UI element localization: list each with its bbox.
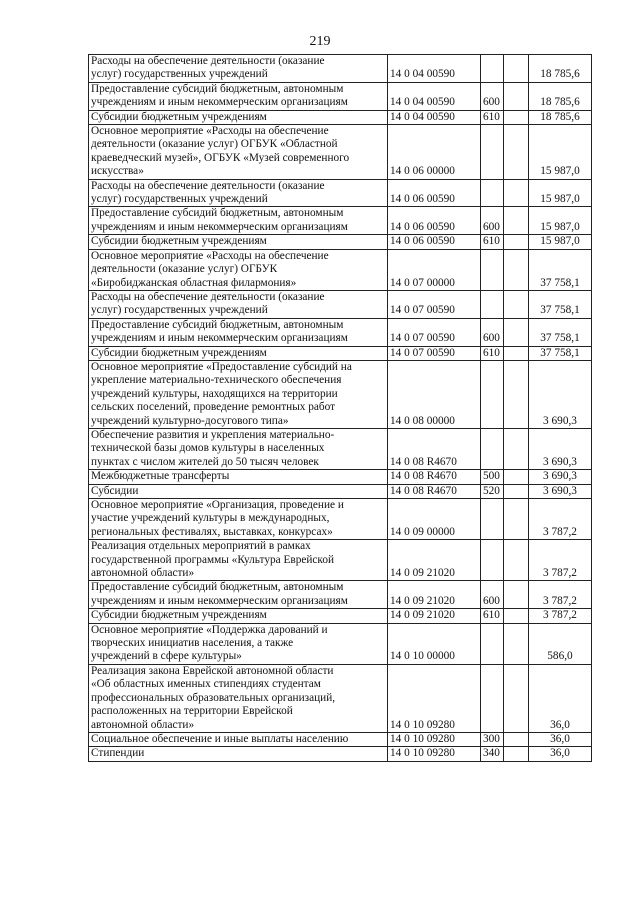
- row-name-cell: [89, 732, 388, 746]
- row-empty-cell: [504, 346, 529, 360]
- row-name: Основное мероприятие «Организация, проведение и участие учреждений культуры в международных, региональных фестивалях, выставках, конкурсах»: [91, 499, 344, 538]
- row-name: Субсидии: [91, 484, 139, 497]
- row-code: 14 0 07 00000: [388, 249, 481, 290]
- row-empty-cell: [504, 747, 529, 761]
- row-expense-type: 610: [481, 235, 504, 249]
- row-empty-cell: [504, 249, 529, 290]
- row-expense-type: 610: [481, 110, 504, 124]
- row-expense-type: 610: [481, 609, 504, 623]
- row-code: 14 0 07 00590: [388, 318, 481, 346]
- row-code: 14 0 10 09280: [388, 732, 481, 746]
- row-expense-type: 340: [481, 747, 504, 761]
- row-empty-cell: [504, 360, 529, 428]
- row-code: 14 0 10 09280: [388, 664, 481, 732]
- table-row: [89, 360, 592, 428]
- budget-table: [88, 54, 592, 762]
- row-name-cell: [89, 484, 388, 498]
- row-amount: 15 987,0: [529, 179, 592, 207]
- table-row: [89, 747, 592, 761]
- row-name-cell: [89, 110, 388, 124]
- table-row: [89, 346, 592, 360]
- row-empty-cell: [504, 484, 529, 498]
- row-code: 14 0 08 R4670: [388, 470, 481, 484]
- row-name: Социальное обеспечение и иные выплаты населению: [91, 732, 349, 745]
- row-amount: 37 758,1: [529, 318, 592, 346]
- row-code: 14 0 04 00590: [388, 55, 481, 83]
- row-name-cell: [89, 581, 388, 609]
- page-number: 219: [309, 34, 331, 49]
- row-code: 14 0 04 00590: [388, 110, 481, 124]
- table-row: [89, 428, 592, 469]
- row-amount: 3 787,2: [529, 499, 592, 540]
- table-row: [89, 249, 592, 290]
- row-empty-cell: [504, 82, 529, 110]
- row-expense-type: [481, 55, 504, 83]
- row-name-cell: [89, 499, 388, 540]
- row-name-cell: [89, 428, 388, 469]
- table-row: [89, 664, 592, 732]
- table-row: [89, 110, 592, 124]
- table-row: [89, 290, 592, 318]
- row-name-cell: [89, 360, 388, 428]
- row-empty-cell: [504, 623, 529, 664]
- row-name-cell: [89, 82, 388, 110]
- row-code: 14 0 09 21020: [388, 540, 481, 581]
- row-amount: 3 787,2: [529, 609, 592, 623]
- row-empty-cell: [504, 110, 529, 124]
- row-name: Основное мероприятие «Предоставление субсидий на укрепление материально-технического обеспечения учреждений культуры, находящихся на территории сельских поселений, проведение ремонтных работ учреждений культурно-досугового типа»: [91, 360, 352, 427]
- row-empty-cell: [504, 609, 529, 623]
- row-name-cell: [89, 664, 388, 732]
- table-row: [89, 82, 592, 110]
- row-name: Предоставление субсидий бюджетным, автономным учреждениям и иным некоммерческим организациям: [91, 581, 348, 607]
- row-code: 14 0 06 00590: [388, 235, 481, 249]
- row-expense-type: [481, 540, 504, 581]
- row-empty-cell: [504, 55, 529, 83]
- row-name-cell: [89, 55, 388, 83]
- row-name: Субсидии бюджетным учреждениям: [91, 235, 267, 248]
- row-code: 14 0 08 R4670: [388, 428, 481, 469]
- row-name: Основное мероприятие «Расходы на обеспечение деятельности (оказание услуг) ОГБУК «Областной краеведческий музей», ОГБУК «Музей современного искусства»: [91, 125, 350, 178]
- row-empty-cell: [504, 290, 529, 318]
- row-amount: 3 690,3: [529, 470, 592, 484]
- row-name: Реализация отдельных мероприятий в рамках государственной программы «Культура Еврейской автономной области»: [91, 540, 335, 580]
- row-amount: 37 758,1: [529, 249, 592, 290]
- row-name: Субсидии бюджетным учреждениям: [91, 609, 267, 622]
- row-name: Межбюджетные трансферты: [91, 470, 230, 483]
- row-name-cell: [89, 235, 388, 249]
- row-code: 14 0 07 00590: [388, 290, 481, 318]
- row-name: Основное мероприятие «Расходы на обеспечение деятельности (оказание услуг) ОГБУК «Биробиджанская областная филармония»: [91, 249, 329, 289]
- row-expense-type: 300: [481, 732, 504, 746]
- row-code: 14 0 09 00000: [388, 499, 481, 540]
- row-code: 14 0 09 21020: [388, 609, 481, 623]
- row-code: 14 0 08 R4670: [388, 484, 481, 498]
- row-expense-type: [481, 664, 504, 732]
- table-row: [89, 623, 592, 664]
- row-empty-cell: [504, 318, 529, 346]
- row-empty-cell: [504, 428, 529, 469]
- row-expense-type: 610: [481, 346, 504, 360]
- row-name: Предоставление субсидий бюджетным, автономным учреждениям и иным некоммерческим организациям: [91, 318, 348, 345]
- row-name: Расходы на обеспечение деятельности (оказание услуг) государственных учреждений: [91, 55, 325, 81]
- row-amount: 37 758,1: [529, 346, 592, 360]
- row-code: 14 0 04 00590: [388, 82, 481, 110]
- row-amount: 36,0: [529, 732, 592, 746]
- row-amount: 3 690,3: [529, 484, 592, 498]
- row-name-cell: [89, 290, 388, 318]
- row-amount: 3 787,2: [529, 540, 592, 581]
- row-name-cell: [89, 623, 388, 664]
- row-amount: 3 787,2: [529, 581, 592, 609]
- row-amount: 18 785,6: [529, 82, 592, 110]
- row-expense-type: [481, 623, 504, 664]
- row-empty-cell: [504, 179, 529, 207]
- row-name: Расходы на обеспечение деятельности (оказание услуг) государственных учреждений: [91, 290, 325, 317]
- table-row: [89, 125, 592, 180]
- row-amount: 3 690,3: [529, 428, 592, 469]
- row-empty-cell: [504, 581, 529, 609]
- row-code: 14 0 09 21020: [388, 581, 481, 609]
- row-name: Субсидии бюджетным учреждениям: [91, 346, 267, 359]
- row-name: Основное мероприятие «Поддержка дарований и творческих инициатив населения, а также учреждений в сфере культуры»: [91, 623, 328, 663]
- table-row: [89, 540, 592, 581]
- row-expense-type: [481, 499, 504, 540]
- row-amount: 37 758,1: [529, 290, 592, 318]
- row-name-cell: [89, 207, 388, 235]
- table-row: [89, 235, 592, 249]
- row-expense-type: [481, 125, 504, 180]
- row-amount: 36,0: [529, 664, 592, 732]
- row-amount: 15 987,0: [529, 125, 592, 180]
- row-amount: 15 987,0: [529, 235, 592, 249]
- row-name: Субсидии бюджетным учреждениям: [91, 110, 267, 123]
- table-row: [89, 318, 592, 346]
- row-empty-cell: [504, 125, 529, 180]
- row-name: Предоставление субсидий бюджетным, автономным учреждениям и иным некоммерческим организациям: [91, 82, 348, 109]
- row-name-cell: [89, 179, 388, 207]
- table-row: [89, 55, 592, 83]
- row-empty-cell: [504, 499, 529, 540]
- row-expense-type: 600: [481, 207, 504, 235]
- row-name-cell: [89, 609, 388, 623]
- row-name-cell: [89, 249, 388, 290]
- table-row: [89, 484, 592, 498]
- row-name-cell: [89, 747, 388, 761]
- row-code: 14 0 06 00590: [388, 207, 481, 235]
- row-name: Предоставление субсидий бюджетным, автономным учреждениям и иным некоммерческим организациям: [91, 207, 348, 233]
- table-row: [89, 732, 592, 746]
- row-expense-type: [481, 290, 504, 318]
- row-expense-type: 600: [481, 318, 504, 346]
- row-expense-type: 500: [481, 470, 504, 484]
- table-row: [89, 207, 592, 235]
- row-expense-type: 600: [481, 581, 504, 609]
- table-row: [89, 470, 592, 484]
- row-code: 14 0 10 00000: [388, 623, 481, 664]
- row-name: Стипендии: [91, 747, 145, 760]
- row-name-cell: [89, 470, 388, 484]
- row-name: Обеспечение развития и укрепления материально- технической базы домов культуры в населенных пунктах с числом жителей до 50 тысяч человек: [91, 428, 335, 468]
- row-amount: 3 690,3: [529, 360, 592, 428]
- row-expense-type: 520: [481, 484, 504, 498]
- table-row: [89, 179, 592, 207]
- row-expense-type: [481, 179, 504, 207]
- row-amount: 15 987,0: [529, 207, 592, 235]
- row-code: 14 0 07 00590: [388, 346, 481, 360]
- row-code: 14 0 06 00590: [388, 179, 481, 207]
- row-expense-type: [481, 249, 504, 290]
- row-amount: 18 785,6: [529, 110, 592, 124]
- row-empty-cell: [504, 540, 529, 581]
- row-name-cell: [89, 318, 388, 346]
- row-code: 14 0 10 09280: [388, 747, 481, 761]
- row-expense-type: 600: [481, 82, 504, 110]
- row-amount: 18 785,6: [529, 55, 592, 83]
- row-expense-type: [481, 428, 504, 469]
- row-empty-cell: [504, 207, 529, 235]
- row-empty-cell: [504, 470, 529, 484]
- row-amount: 586,0: [529, 623, 592, 664]
- row-name: Реализация закона Еврейской автономной области «Об областных именных стипендиях студентам профессиональных образовательных организаций, расположенных на территории Еврейской автономной области»: [91, 664, 336, 731]
- row-name-cell: [89, 125, 388, 180]
- row-name: Расходы на обеспечение деятельности (оказание услуг) государственных учреждений: [91, 179, 325, 206]
- row-expense-type: [481, 360, 504, 428]
- row-amount: 36,0: [529, 747, 592, 761]
- table-row: [89, 581, 592, 609]
- row-empty-cell: [504, 732, 529, 746]
- budget-table-body: [89, 55, 592, 762]
- row-name-cell: [89, 346, 388, 360]
- row-name-cell: [89, 540, 388, 581]
- row-empty-cell: [504, 664, 529, 732]
- row-code: 14 0 08 00000: [388, 360, 481, 428]
- row-code: 14 0 06 00000: [388, 125, 481, 180]
- table-row: [89, 499, 592, 540]
- row-empty-cell: [504, 235, 529, 249]
- table-row: [89, 609, 592, 623]
